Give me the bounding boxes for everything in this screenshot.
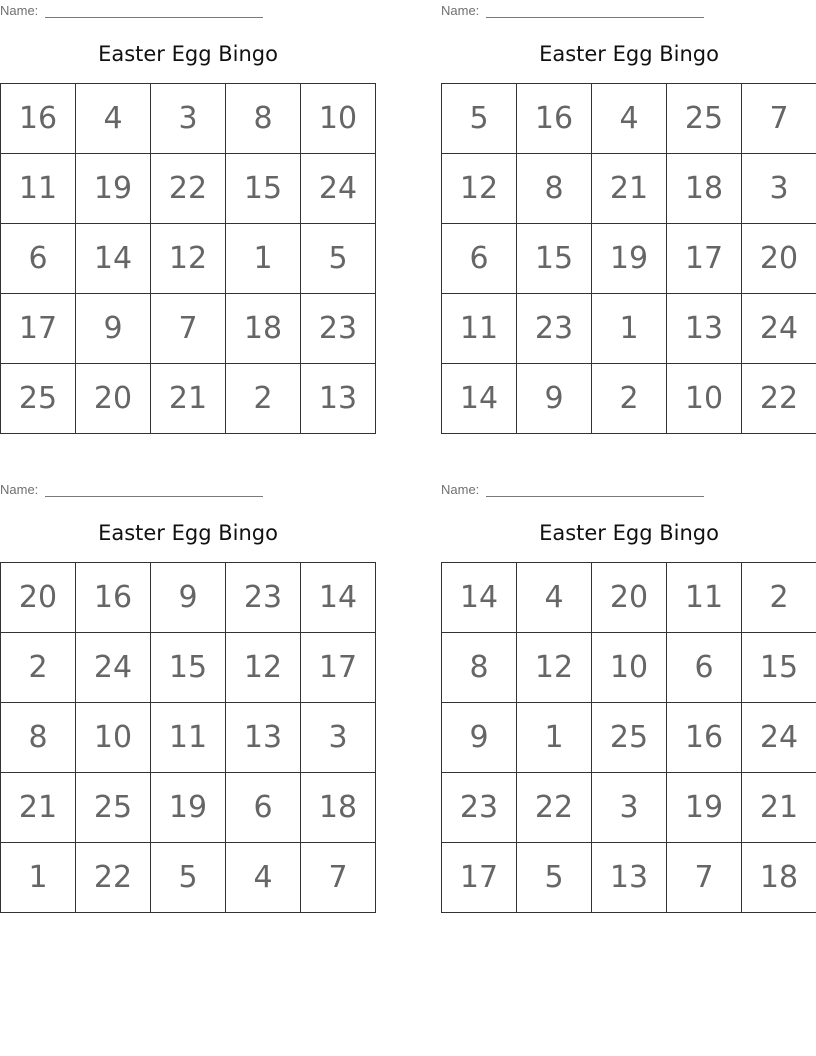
bingo-cell: 22 (517, 773, 592, 843)
bingo-cell: 10 (76, 703, 151, 773)
bingo-cell: 19 (592, 224, 667, 294)
name-blank-line (45, 496, 263, 497)
bingo-cell: 8 (1, 703, 76, 773)
bingo-cell: 25 (592, 703, 667, 773)
bingo-cell: 23 (301, 294, 376, 364)
bingo-cell: 5 (301, 224, 376, 294)
bingo-cell: 8 (517, 154, 592, 224)
bingo-cell: 3 (301, 703, 376, 773)
bingo-card-3 (0, 479, 376, 913)
bingo-cell: 17 (442, 843, 517, 913)
grid-row (442, 633, 816, 703)
bingo-cell: 1 (517, 703, 592, 773)
bingo-cell: 24 (301, 154, 376, 224)
bingo-cell: 22 (742, 364, 816, 434)
bingo-cell: 13 (301, 364, 376, 434)
bingo-cell: 12 (151, 224, 226, 294)
bingo-cell: 2 (226, 364, 301, 434)
name-blank-line (45, 17, 263, 18)
name-label: Name: (0, 482, 39, 497)
bingo-cell: 10 (592, 633, 667, 703)
bingo-cell: 11 (151, 703, 226, 773)
bingo-cell: 12 (517, 633, 592, 703)
name-label: Name: (441, 3, 480, 18)
bingo-cell: 7 (742, 84, 816, 154)
bingo-cell: 9 (151, 563, 226, 633)
bingo-cell: 2 (1, 633, 76, 703)
bingo-cell: 1 (226, 224, 301, 294)
bingo-cell: 17 (301, 633, 376, 703)
name-blank-line (486, 496, 704, 497)
bingo-cell: 9 (517, 364, 592, 434)
grid-row (442, 364, 816, 434)
bingo-cell: 23 (442, 773, 517, 843)
bingo-cell: 6 (226, 773, 301, 843)
grid-row (1, 773, 376, 843)
bingo-cell: 15 (742, 633, 816, 703)
bingo-cell: 12 (226, 633, 301, 703)
bingo-cell: 15 (226, 154, 301, 224)
grid-row (442, 703, 816, 773)
bingo-cell: 10 (301, 84, 376, 154)
grid-row (442, 294, 816, 364)
bingo-cell: 18 (742, 843, 816, 913)
bingo-cell: 21 (1, 773, 76, 843)
bingo-cell: 24 (76, 633, 151, 703)
bingo-cell: 9 (76, 294, 151, 364)
bingo-cell: 17 (667, 224, 742, 294)
bingo-cell: 25 (76, 773, 151, 843)
bingo-cell: 7 (301, 843, 376, 913)
bingo-card-1 (0, 0, 376, 434)
bingo-cell: 15 (151, 633, 226, 703)
bingo-cell: 6 (1, 224, 76, 294)
grid-row (442, 773, 816, 843)
bingo-grid (441, 562, 816, 913)
bingo-cell: 4 (517, 563, 592, 633)
bingo-cell: 8 (226, 84, 301, 154)
bingo-cell: 17 (1, 294, 76, 364)
bingo-cell: 11 (667, 563, 742, 633)
grid-row (442, 84, 816, 154)
bingo-cell: 23 (517, 294, 592, 364)
bingo-grid (441, 83, 816, 434)
bingo-cell: 14 (442, 364, 517, 434)
bingo-cell: 7 (151, 294, 226, 364)
bingo-cell: 5 (151, 843, 226, 913)
bingo-cell: 16 (517, 84, 592, 154)
bingo-cell: 13 (592, 843, 667, 913)
bingo-cell: 14 (76, 224, 151, 294)
bingo-cell: 13 (667, 294, 742, 364)
grid-row (1, 563, 376, 633)
card-title: Easter Egg Bingo (539, 42, 719, 66)
name-label: Name: (441, 482, 480, 497)
grid-row (1, 154, 376, 224)
grid-row (1, 364, 376, 434)
bingo-cell: 4 (226, 843, 301, 913)
bingo-cell: 6 (442, 224, 517, 294)
bingo-cell: 11 (1, 154, 76, 224)
bingo-cell: 25 (1, 364, 76, 434)
bingo-cell: 16 (1, 84, 76, 154)
bingo-grid (0, 562, 376, 913)
grid-row (442, 563, 816, 633)
grid-row (1, 843, 376, 913)
bingo-cell: 25 (667, 84, 742, 154)
bingo-cell: 1 (1, 843, 76, 913)
grid-row (1, 84, 376, 154)
bingo-cell: 13 (226, 703, 301, 773)
bingo-cell: 3 (742, 154, 816, 224)
bingo-grid (0, 83, 376, 434)
grid-row (1, 294, 376, 364)
bingo-cell: 21 (592, 154, 667, 224)
grid-row (1, 224, 376, 294)
bingo-cell: 8 (442, 633, 517, 703)
bingo-cell: 22 (151, 154, 226, 224)
bingo-card-2 (441, 0, 816, 434)
card-title: Easter Egg Bingo (539, 521, 719, 545)
grid-row (442, 843, 816, 913)
bingo-cell: 21 (742, 773, 816, 843)
bingo-cell: 19 (151, 773, 226, 843)
card-title: Easter Egg Bingo (98, 42, 278, 66)
card-title: Easter Egg Bingo (98, 521, 278, 545)
bingo-cell: 20 (592, 563, 667, 633)
name-label: Name: (0, 3, 39, 18)
grid-row (442, 224, 816, 294)
grid-row (1, 633, 376, 703)
bingo-cell: 19 (667, 773, 742, 843)
bingo-cell: 3 (151, 84, 226, 154)
bingo-cell: 18 (667, 154, 742, 224)
bingo-cell: 15 (517, 224, 592, 294)
bingo-cell: 22 (76, 843, 151, 913)
bingo-cell: 16 (76, 563, 151, 633)
bingo-cell: 20 (742, 224, 816, 294)
bingo-cell: 11 (442, 294, 517, 364)
bingo-cell: 5 (517, 843, 592, 913)
bingo-cell: 2 (592, 364, 667, 434)
bingo-cell: 6 (667, 633, 742, 703)
bingo-cell: 2 (742, 563, 816, 633)
bingo-cell: 5 (442, 84, 517, 154)
bingo-card-4 (441, 479, 816, 913)
bingo-cell: 14 (301, 563, 376, 633)
bingo-cell: 1 (592, 294, 667, 364)
bingo-cell: 24 (742, 703, 816, 773)
bingo-cell: 4 (76, 84, 151, 154)
bingo-cell: 9 (442, 703, 517, 773)
bingo-cell: 24 (742, 294, 816, 364)
bingo-cell: 21 (151, 364, 226, 434)
name-blank-line (486, 17, 704, 18)
bingo-cell: 4 (592, 84, 667, 154)
grid-row (442, 154, 816, 224)
bingo-cell: 18 (226, 294, 301, 364)
bingo-cell: 12 (442, 154, 517, 224)
bingo-cell: 14 (442, 563, 517, 633)
bingo-cell: 19 (76, 154, 151, 224)
bingo-cell: 20 (1, 563, 76, 633)
bingo-cell: 16 (667, 703, 742, 773)
bingo-cell: 18 (301, 773, 376, 843)
bingo-cell: 23 (226, 563, 301, 633)
bingo-cell: 20 (76, 364, 151, 434)
grid-row (1, 703, 376, 773)
bingo-cell: 7 (667, 843, 742, 913)
bingo-cell: 3 (592, 773, 667, 843)
bingo-cell: 10 (667, 364, 742, 434)
